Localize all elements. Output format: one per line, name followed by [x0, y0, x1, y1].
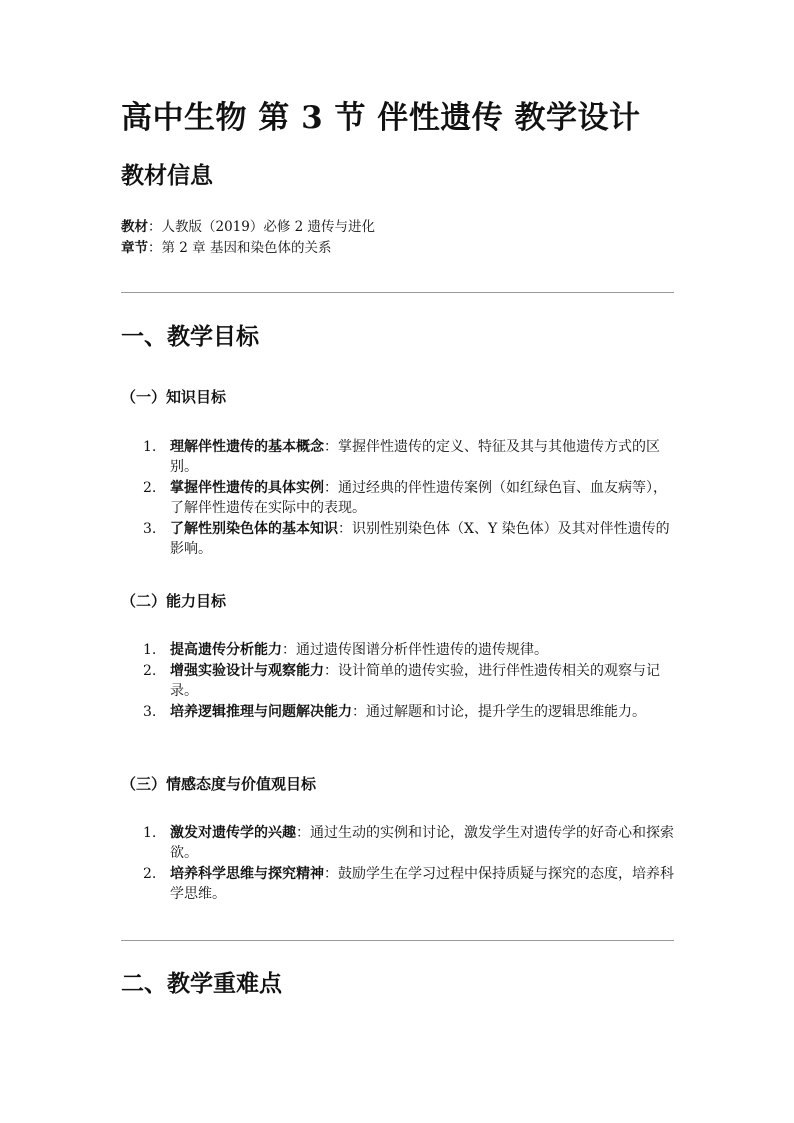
- list-item-lead: 提高遗传分析能力: [170, 642, 282, 658]
- list-item-text: ：通过遗传图谱分析伴性遗传的遗传规律。: [282, 642, 548, 658]
- ability-objectives-heading: （二）能力目标: [121, 592, 227, 610]
- chapter-line: [121, 238, 331, 258]
- list-item-lead: 培养科学思维与探究精神: [170, 866, 324, 882]
- list-item: [121, 478, 674, 518]
- list-item-lead: 增强实验设计与观察能力: [170, 663, 324, 679]
- list-number: 1.: [143, 642, 157, 658]
- textbook-line: [121, 217, 375, 237]
- list-number: 1.: [143, 439, 157, 455]
- list-item: [121, 519, 674, 559]
- list-item: [121, 437, 674, 477]
- label-colon: ：: [148, 240, 162, 256]
- list-item-text: ：识别性别染色体（X、Y 染色体）及其对伴性遗传的影响。: [170, 521, 670, 557]
- list-item: [121, 640, 674, 660]
- list-item: [121, 702, 674, 722]
- knowledge-objectives-list: [121, 437, 674, 560]
- list-item-lead: 激发对遗传学的兴趣: [170, 825, 296, 841]
- list-item-lead: 了解性别染色体的基本知识: [170, 521, 338, 537]
- ability-objectives-list: [121, 640, 674, 723]
- list-item-text: ：掌握伴性遗传的定义、特征及其与其他遗传方式的区别。: [170, 439, 660, 475]
- textbook-label: 教材: [121, 219, 148, 235]
- section-divider: [121, 292, 674, 293]
- objectives-heading: 一、教学目标: [121, 323, 259, 350]
- textbook-info-heading: 教材信息: [121, 162, 213, 189]
- list-item-text: ：鼓励学生在学习过程中保持质疑与探究的态度，培养科学思维。: [170, 866, 674, 902]
- list-number: 1.: [143, 825, 157, 841]
- emotion-objectives-heading: （三）情感态度与价值观目标: [121, 775, 317, 793]
- knowledge-objectives-heading: （一）知识目标: [121, 388, 227, 406]
- list-item: [121, 661, 674, 701]
- textbook-value: 人教版（2019）必修 2 遗传与进化: [161, 219, 376, 235]
- chapter-value: 第 2 章 基因和染色体的关系: [161, 240, 332, 256]
- key-points-heading: 二、教学重难点: [121, 970, 282, 997]
- list-number: 2.: [143, 480, 157, 496]
- chapter-label: 章节: [121, 240, 148, 256]
- list-number: 2.: [143, 866, 157, 882]
- list-item-text: ：通过经典的伴性遗传案例（如红绿色盲、血友病等），了解伴性遗传在实际中的表现。: [170, 480, 667, 516]
- list-item: [121, 823, 674, 863]
- list-number: 3.: [143, 704, 157, 720]
- list-item-text: ：通过解题和讨论，提升学生的逻辑思维能力。: [352, 704, 646, 720]
- label-colon: ：: [148, 219, 162, 235]
- list-item: [121, 864, 674, 904]
- emotion-objectives-list: [121, 823, 674, 905]
- list-item-text: ：通过生动的实例和讨论，激发学生对遗传学的好奇心和探索欲。: [170, 825, 674, 861]
- section-divider: [121, 940, 674, 941]
- list-item-text: ：设计简单的遗传实验，进行伴性遗传相关的观察与记录。: [170, 663, 660, 699]
- list-item-lead: 培养逻辑推理与问题解决能力: [170, 704, 352, 720]
- document-title: 高中生物 第 3 节 伴性遗传 教学设计: [121, 100, 641, 136]
- list-item-lead: 掌握伴性遗传的具体实例: [170, 480, 324, 496]
- list-item-lead: 理解伴性遗传的基本概念: [170, 439, 324, 455]
- list-number: 3.: [143, 521, 157, 537]
- list-number: 2.: [143, 663, 157, 679]
